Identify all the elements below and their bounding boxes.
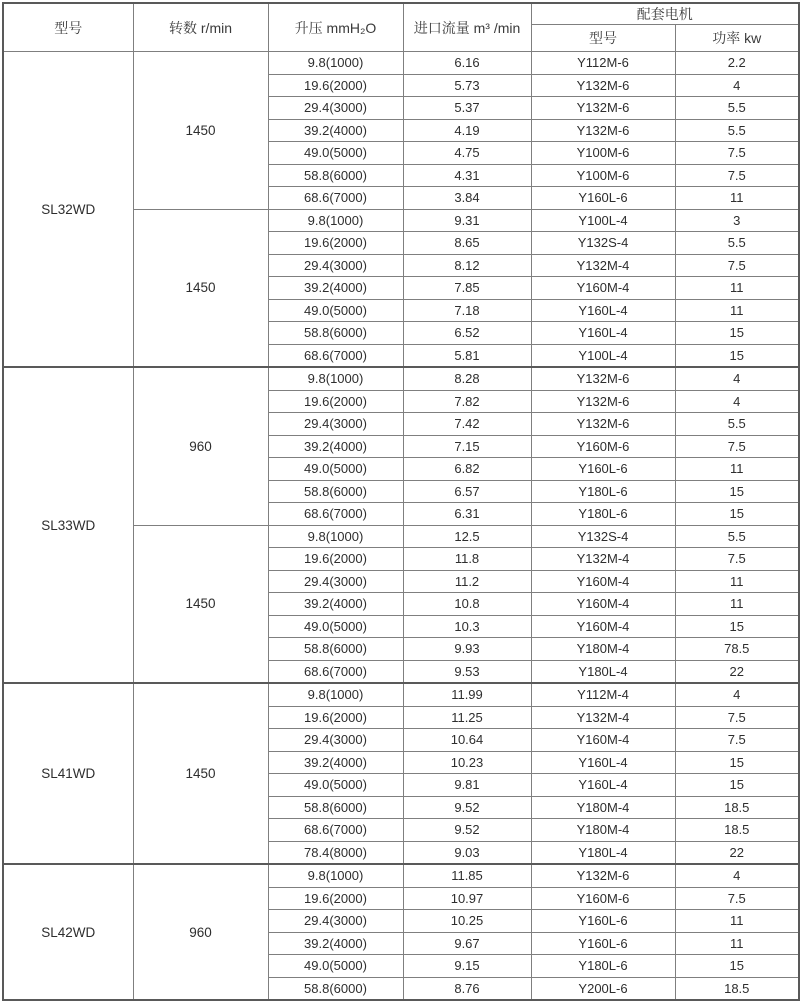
motor-model-cell: Y160L-4: [531, 774, 675, 797]
power-cell: 5.5: [675, 97, 799, 120]
pressure-cell: 29.4(3000): [268, 729, 403, 752]
power-cell: 11: [675, 910, 799, 933]
power-cell: 4: [675, 864, 799, 887]
flow-cell: 7.82: [403, 390, 531, 413]
model-cell: SL33WD: [3, 367, 133, 683]
rpm-cell: 1450: [133, 525, 268, 683]
motor-model-cell: Y132M-6: [531, 367, 675, 390]
pressure-cell: 68.6(7000): [268, 344, 403, 367]
power-cell: 7.5: [675, 164, 799, 187]
pressure-cell: 39.2(4000): [268, 751, 403, 774]
power-cell: 11: [675, 593, 799, 616]
power-cell: 3: [675, 209, 799, 232]
pressure-cell: 58.8(6000): [268, 164, 403, 187]
flow-cell: 3.84: [403, 187, 531, 210]
flow-cell: 4.75: [403, 142, 531, 165]
flow-cell: 10.64: [403, 729, 531, 752]
spec-table: [2, 2, 800, 1001]
motor-model-cell: Y112M-6: [531, 52, 675, 75]
motor-model-cell: Y180L-6: [531, 503, 675, 526]
pressure-cell: 29.4(3000): [268, 910, 403, 933]
col-header-model: 型号: [3, 3, 133, 52]
power-cell: 5.5: [675, 119, 799, 142]
pressure-cell: 9.8(1000): [268, 683, 403, 706]
flow-cell: 7.15: [403, 435, 531, 458]
pressure-cell: 19.6(2000): [268, 706, 403, 729]
motor-model-cell: Y132S-4: [531, 232, 675, 255]
power-cell: 18.5: [675, 819, 799, 842]
motor-model-cell: Y132M-4: [531, 706, 675, 729]
pressure-cell: 29.4(3000): [268, 413, 403, 436]
flow-cell: 9.81: [403, 774, 531, 797]
pressure-cell: 49.0(5000): [268, 458, 403, 481]
col-header-motor-group: 配套电机: [531, 3, 799, 25]
power-cell: 22: [675, 841, 799, 864]
pressure-cell: 68.6(7000): [268, 819, 403, 842]
pressure-cell: 19.6(2000): [268, 232, 403, 255]
motor-model-cell: Y160L-4: [531, 322, 675, 345]
flow-cell: 7.85: [403, 277, 531, 300]
flow-cell: 9.53: [403, 660, 531, 683]
power-cell: 5.5: [675, 525, 799, 548]
pressure-cell: 78.4(8000): [268, 841, 403, 864]
power-cell: 7.5: [675, 435, 799, 458]
motor-model-cell: Y132M-6: [531, 119, 675, 142]
flow-cell: 6.31: [403, 503, 531, 526]
power-cell: 15: [675, 955, 799, 978]
col-header-flow: 进口流量 m³ /min: [403, 3, 531, 52]
motor-model-cell: Y100L-4: [531, 209, 675, 232]
motor-model-cell: Y132S-4: [531, 525, 675, 548]
power-cell: 4: [675, 683, 799, 706]
table-body: [3, 52, 799, 1001]
col-header-motor-model: 型号: [531, 25, 675, 52]
motor-model-cell: Y112M-4: [531, 683, 675, 706]
flow-cell: 6.82: [403, 458, 531, 481]
pressure-cell: 49.0(5000): [268, 955, 403, 978]
flow-cell: 9.15: [403, 955, 531, 978]
motor-model-cell: Y160M-4: [531, 615, 675, 638]
power-cell: 18.5: [675, 796, 799, 819]
pressure-cell: 58.8(6000): [268, 638, 403, 661]
flow-cell: 11.85: [403, 864, 531, 887]
motor-model-cell: Y180L-4: [531, 841, 675, 864]
power-cell: 15: [675, 344, 799, 367]
motor-model-cell: Y180L-6: [531, 480, 675, 503]
motor-model-cell: Y180M-4: [531, 819, 675, 842]
flow-cell: 10.23: [403, 751, 531, 774]
motor-model-cell: Y160M-4: [531, 570, 675, 593]
flow-cell: 11.99: [403, 683, 531, 706]
motor-model-cell: Y100M-6: [531, 142, 675, 165]
motor-model-cell: Y160L-6: [531, 187, 675, 210]
flow-cell: 8.65: [403, 232, 531, 255]
table-row: [3, 52, 799, 75]
motor-model-cell: Y100L-4: [531, 344, 675, 367]
power-cell: 2.2: [675, 52, 799, 75]
motor-model-cell: Y160M-4: [531, 593, 675, 616]
motor-model-cell: Y132M-6: [531, 97, 675, 120]
motor-model-cell: Y160L-6: [531, 932, 675, 955]
flow-cell: 9.31: [403, 209, 531, 232]
motor-model-cell: Y180M-4: [531, 796, 675, 819]
rpm-cell: 960: [133, 367, 268, 525]
motor-model-cell: Y100M-6: [531, 164, 675, 187]
page: [0, 2, 800, 994]
pressure-cell: 39.2(4000): [268, 277, 403, 300]
table-header: [3, 3, 799, 52]
power-cell: 7.5: [675, 142, 799, 165]
rpm-cell: 960: [133, 864, 268, 1000]
flow-cell: 6.16: [403, 52, 531, 75]
pressure-cell: 68.6(7000): [268, 660, 403, 683]
flow-cell: 5.73: [403, 74, 531, 97]
model-cell: SL42WD: [3, 864, 133, 1000]
motor-model-cell: Y160L-6: [531, 910, 675, 933]
pressure-cell: 49.0(5000): [268, 142, 403, 165]
power-cell: 4: [675, 367, 799, 390]
motor-model-cell: Y200L-6: [531, 977, 675, 1000]
pressure-cell: 58.8(6000): [268, 480, 403, 503]
motor-model-cell: Y132M-4: [531, 254, 675, 277]
pressure-cell: 29.4(3000): [268, 97, 403, 120]
power-cell: 4: [675, 74, 799, 97]
power-cell: 15: [675, 615, 799, 638]
power-cell: 11: [675, 299, 799, 322]
motor-model-cell: Y160M-6: [531, 887, 675, 910]
pressure-cell: 29.4(3000): [268, 570, 403, 593]
power-cell: 15: [675, 774, 799, 797]
power-cell: 4: [675, 390, 799, 413]
pressure-cell: 39.2(4000): [268, 119, 403, 142]
motor-model-cell: Y180M-4: [531, 638, 675, 661]
motor-model-cell: Y132M-6: [531, 864, 675, 887]
power-cell: 5.5: [675, 232, 799, 255]
power-cell: 7.5: [675, 706, 799, 729]
pressure-cell: 39.2(4000): [268, 932, 403, 955]
flow-cell: 12.5: [403, 525, 531, 548]
pressure-cell: 9.8(1000): [268, 209, 403, 232]
col-header-pressure: 升压 mmH₂O: [268, 3, 403, 52]
power-cell: 15: [675, 480, 799, 503]
flow-cell: 8.76: [403, 977, 531, 1000]
rpm-cell: 1450: [133, 209, 268, 367]
power-cell: 11: [675, 277, 799, 300]
flow-cell: 9.93: [403, 638, 531, 661]
pressure-cell: 68.6(7000): [268, 503, 403, 526]
pressure-cell: 19.6(2000): [268, 887, 403, 910]
flow-cell: 8.28: [403, 367, 531, 390]
flow-cell: 6.52: [403, 322, 531, 345]
power-cell: 7.5: [675, 548, 799, 571]
flow-cell: 4.19: [403, 119, 531, 142]
flow-cell: 5.81: [403, 344, 531, 367]
power-cell: 15: [675, 322, 799, 345]
power-cell: 78.5: [675, 638, 799, 661]
flow-cell: 10.3: [403, 615, 531, 638]
pressure-cell: 29.4(3000): [268, 254, 403, 277]
motor-model-cell: Y160M-6: [531, 435, 675, 458]
table-row: [3, 367, 799, 390]
pressure-cell: 19.6(2000): [268, 390, 403, 413]
power-cell: 7.5: [675, 887, 799, 910]
rpm-cell: 1450: [133, 52, 268, 210]
model-cell: SL32WD: [3, 52, 133, 368]
power-cell: 15: [675, 751, 799, 774]
power-cell: 18.5: [675, 977, 799, 1000]
motor-model-cell: Y160M-4: [531, 277, 675, 300]
flow-cell: 11.8: [403, 548, 531, 571]
power-cell: 11: [675, 458, 799, 481]
power-cell: 11: [675, 187, 799, 210]
flow-cell: 11.2: [403, 570, 531, 593]
motor-model-cell: Y160L-4: [531, 299, 675, 322]
flow-cell: 10.97: [403, 887, 531, 910]
power-cell: 22: [675, 660, 799, 683]
flow-cell: 10.8: [403, 593, 531, 616]
motor-model-cell: Y132M-6: [531, 413, 675, 436]
pressure-cell: 49.0(5000): [268, 774, 403, 797]
motor-model-cell: Y180L-4: [531, 660, 675, 683]
pressure-cell: 58.8(6000): [268, 322, 403, 345]
power-cell: 7.5: [675, 254, 799, 277]
power-cell: 15: [675, 503, 799, 526]
col-header-speed: 转数 r/min: [133, 3, 268, 52]
flow-cell: 5.37: [403, 97, 531, 120]
pressure-cell: 58.8(6000): [268, 796, 403, 819]
flow-cell: 7.18: [403, 299, 531, 322]
motor-model-cell: Y160M-4: [531, 729, 675, 752]
pressure-cell: 68.6(7000): [268, 187, 403, 210]
power-cell: 5.5: [675, 413, 799, 436]
pressure-cell: 9.8(1000): [268, 525, 403, 548]
motor-model-cell: Y132M-4: [531, 548, 675, 571]
col-header-motor-power: 功率 kw: [675, 25, 799, 52]
motor-model-cell: Y132M-6: [531, 74, 675, 97]
pressure-cell: 9.8(1000): [268, 52, 403, 75]
flow-cell: 11.25: [403, 706, 531, 729]
motor-model-cell: Y132M-6: [531, 390, 675, 413]
flow-cell: 4.31: [403, 164, 531, 187]
rpm-cell: 1450: [133, 683, 268, 864]
pressure-cell: 9.8(1000): [268, 864, 403, 887]
pressure-cell: 19.6(2000): [268, 74, 403, 97]
motor-model-cell: Y160L-6: [531, 458, 675, 481]
flow-cell: 9.03: [403, 841, 531, 864]
pressure-cell: 39.2(4000): [268, 593, 403, 616]
power-cell: 11: [675, 570, 799, 593]
power-cell: 11: [675, 932, 799, 955]
flow-cell: 9.52: [403, 819, 531, 842]
pressure-cell: 39.2(4000): [268, 435, 403, 458]
pressure-cell: 49.0(5000): [268, 299, 403, 322]
flow-cell: 9.67: [403, 932, 531, 955]
pressure-cell: 9.8(1000): [268, 367, 403, 390]
power-cell: 7.5: [675, 729, 799, 752]
flow-cell: 6.57: [403, 480, 531, 503]
table-row: [3, 864, 799, 887]
flow-cell: 8.12: [403, 254, 531, 277]
table-row: [3, 683, 799, 706]
motor-model-cell: Y160L-4: [531, 751, 675, 774]
motor-model-cell: Y180L-6: [531, 955, 675, 978]
flow-cell: 9.52: [403, 796, 531, 819]
header-row-1: [3, 3, 799, 25]
flow-cell: 7.42: [403, 413, 531, 436]
pressure-cell: 49.0(5000): [268, 615, 403, 638]
model-cell: SL41WD: [3, 683, 133, 864]
pressure-cell: 19.6(2000): [268, 548, 403, 571]
pressure-cell: 58.8(6000): [268, 977, 403, 1000]
flow-cell: 10.25: [403, 910, 531, 933]
